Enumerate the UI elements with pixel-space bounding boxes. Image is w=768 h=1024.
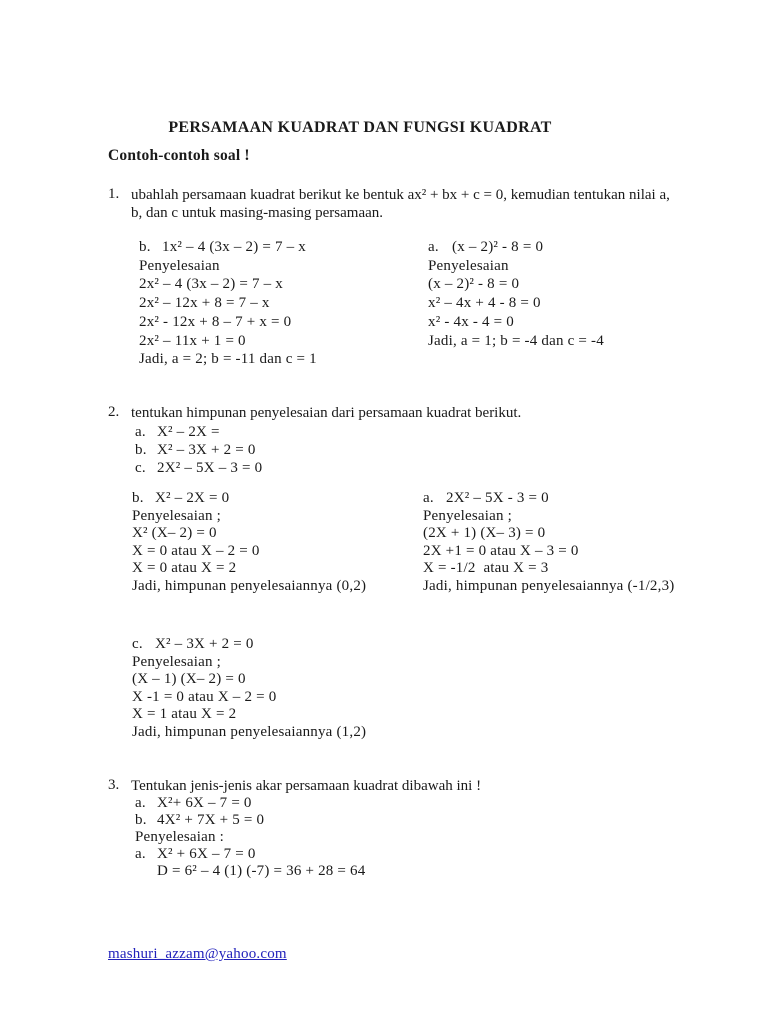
math-line: Penyelesaian ; bbox=[132, 653, 222, 670]
equation: 4X² + 7X + 5 = 0 bbox=[157, 812, 265, 828]
item-label: a. bbox=[135, 846, 146, 862]
math-line: 2X +1 = 0 atau X – 3 = 0 bbox=[423, 542, 579, 559]
math-line: 2x² - 12x + 8 – 7 + x = 0 bbox=[139, 313, 292, 330]
math-line bbox=[423, 490, 674, 508]
math-line: Penyelesaian bbox=[428, 257, 509, 274]
document-title: PERSAMAAN KUADRAT DAN FUNGSI KUADRAT bbox=[168, 119, 552, 136]
equation: (x – 2)² - 8 = 0 bbox=[452, 239, 544, 255]
q2-item-list bbox=[135, 423, 262, 478]
question-1-header bbox=[108, 186, 679, 222]
item-label: a. bbox=[135, 424, 146, 440]
equation: X² – 2X = bbox=[157, 424, 220, 440]
math-line bbox=[132, 636, 366, 654]
math-line bbox=[139, 238, 317, 257]
item-label: a. bbox=[428, 239, 439, 255]
list-item bbox=[135, 795, 365, 812]
math-line: X = 0 atau X – 2 = 0 bbox=[132, 542, 260, 559]
item-label: c. bbox=[132, 636, 143, 652]
question-text: Tentukan jenis-jenis akar persamaan kuadrat dibawah ini ! bbox=[131, 778, 482, 794]
equation: 2X² – 5X – 3 = 0 bbox=[157, 460, 263, 477]
equation: X²+ 6X – 7 = 0 bbox=[157, 795, 252, 811]
math-line: x² - 4x - 4 = 0 bbox=[428, 313, 514, 330]
q2-solution-left bbox=[132, 490, 366, 595]
math-line: Jadi, a = 1; b = -4 dan c = -4 bbox=[428, 332, 604, 349]
equation: X² – 3X + 2 = 0 bbox=[157, 442, 256, 459]
item-label: b. bbox=[135, 442, 147, 459]
equation: X² – 2X = 0 bbox=[155, 490, 230, 506]
math-line: Jadi, a = 2; b = -11 dan c = 1 bbox=[139, 351, 317, 368]
math-line: X = -1/2 atau X = 3 bbox=[423, 560, 549, 576]
equation: X² + 6X – 7 = 0 bbox=[157, 846, 256, 862]
math-line: X² (X– 2) = 0 bbox=[132, 525, 217, 541]
math-line: Jadi, himpunan penyelesaiannya (-1/2,3) bbox=[423, 577, 675, 594]
solution-heading: Penyelesaian : bbox=[135, 829, 225, 845]
math-line: Penyelesaian bbox=[139, 257, 220, 274]
equation: 1x² – 4 (3x – 2) = 7 – x bbox=[162, 239, 306, 255]
question-2-header bbox=[108, 404, 679, 422]
question-number: 1. bbox=[108, 186, 120, 202]
math-line: Jadi, himpunan penyelesaiannya (1,2) bbox=[132, 723, 367, 740]
item-label: b. bbox=[139, 239, 151, 255]
item-label: c. bbox=[135, 460, 146, 477]
q2-solution-c bbox=[132, 636, 366, 741]
list-item bbox=[135, 812, 365, 829]
math-line: x² – 4x + 4 - 8 = 0 bbox=[428, 295, 541, 312]
item-label: a. bbox=[135, 795, 146, 811]
equation: 2X² – 5X - 3 = 0 bbox=[446, 490, 549, 506]
math-line: Penyelesaian ; bbox=[423, 507, 513, 524]
question-number: 2. bbox=[108, 404, 120, 420]
q3-body bbox=[135, 795, 365, 880]
question-3-header bbox=[108, 777, 679, 795]
math-line: 2x² – 4 (3x – 2) = 7 – x bbox=[139, 276, 283, 293]
q1-solution-right bbox=[428, 238, 604, 350]
math-line: X = 0 atau X = 2 bbox=[132, 560, 237, 576]
item-label: b. bbox=[132, 490, 144, 506]
equation: X² – 3X + 2 = 0 bbox=[155, 636, 254, 652]
discriminant-line: D = 6² – 4 (1) (-7) = 36 + 28 = 64 bbox=[157, 863, 366, 879]
math-line: 2x² – 11x + 1 = 0 bbox=[139, 332, 246, 349]
list-item bbox=[135, 423, 262, 441]
math-line: Penyelesaian ; bbox=[132, 507, 222, 524]
math-line bbox=[135, 846, 365, 863]
math-line: 2x² – 12x + 8 = 7 – x bbox=[139, 295, 270, 312]
math-line bbox=[428, 238, 604, 257]
question-text: tentukan himpunan penyelesaian dari persamaan kuadrat berikut. bbox=[131, 405, 522, 421]
question-text: ubahlah persamaan kuadrat berikut ke bentuk ax² + bx + c = 0, kemudian tentukan nilai a, b, dan c untuk masing-masing persamaan. bbox=[131, 187, 670, 221]
item-label: b. bbox=[135, 812, 147, 828]
question-number: 3. bbox=[108, 777, 120, 793]
q2-solution-right bbox=[423, 490, 674, 595]
math-line: Jadi, himpunan penyelesaiannya (0,2) bbox=[132, 577, 367, 594]
math-line: (x – 2)² - 8 = 0 bbox=[428, 276, 520, 293]
q1-solution-left bbox=[139, 238, 317, 369]
list-item bbox=[135, 459, 262, 477]
item-label: a. bbox=[423, 490, 434, 506]
math-line bbox=[132, 490, 366, 508]
math-line: X -1 = 0 atau X – 2 = 0 bbox=[132, 688, 277, 705]
math-line: (2X + 1) (X– 3) = 0 bbox=[423, 525, 546, 541]
math-line: X = 1 atau X = 2 bbox=[132, 706, 237, 722]
email-link[interactable]: mashuri_azzam@yahoo.com bbox=[108, 946, 287, 962]
examples-heading: Contoh-contoh soal ! bbox=[108, 147, 250, 164]
list-item bbox=[135, 441, 262, 459]
math-line: (X – 1) (X– 2) = 0 bbox=[132, 671, 246, 687]
